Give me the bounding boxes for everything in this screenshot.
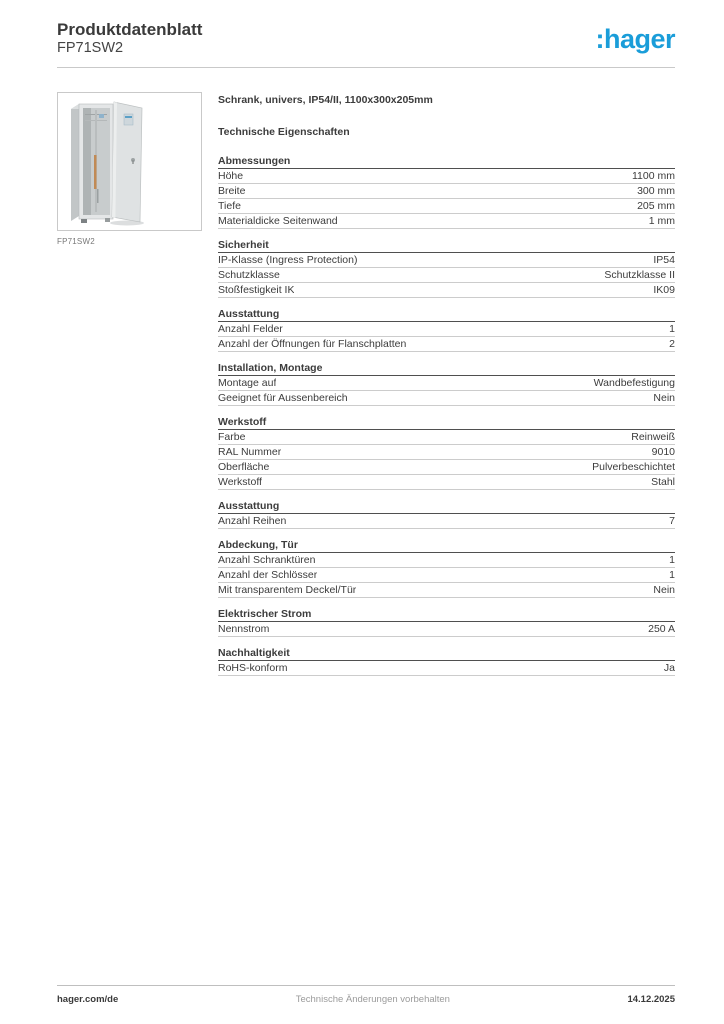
spec-row: [218, 661, 675, 676]
spec-row: [218, 583, 675, 598]
spec-section-title: Nachhaltigkeit: [218, 646, 675, 661]
product-image-column: [57, 92, 202, 676]
spec-label: Breite: [218, 185, 246, 197]
spec-section-title: Abdeckung, Tür: [218, 538, 675, 553]
footer-disclaimer: Technische Änderungen vorbehalten: [295, 994, 450, 1005]
spec-label: Geeignet für Aussenbereich: [218, 392, 348, 404]
spec-value: 1100 mm: [632, 170, 675, 182]
footer-divider: [57, 985, 675, 986]
spec-label: Anzahl Felder: [218, 323, 283, 335]
spec-row: [218, 553, 675, 568]
spec-value: 1: [669, 569, 675, 581]
spec-section-title: Installation, Montage: [218, 361, 675, 376]
product-image: [57, 92, 202, 231]
spec-section-title: Elektrischer Strom: [218, 607, 675, 622]
content-area: [0, 68, 724, 676]
spec-label: Nennstrom: [218, 623, 270, 635]
spec-row: [218, 184, 675, 199]
spec-value: 7: [669, 515, 675, 527]
spec-row: [218, 214, 675, 229]
spec-column: [218, 92, 675, 676]
spec-label: IP-Klasse (Ingress Protection): [218, 254, 358, 266]
document-title: Produktdatenblatt: [57, 20, 203, 39]
spec-section-title: Ausstattung: [218, 499, 675, 514]
spec-value: Schutzklasse II: [604, 269, 675, 281]
spec-value: Reinweiß: [631, 431, 675, 443]
spec-label: RAL Nummer: [218, 446, 282, 458]
spec-label: Oberfläche: [218, 461, 270, 473]
spec-label: Höhe: [218, 170, 244, 182]
spec-section: [218, 538, 675, 598]
spec-row: [218, 514, 675, 529]
spec-label: Anzahl Schranktüren: [218, 554, 316, 566]
spec-section: [218, 238, 675, 298]
spec-section-rows: [218, 376, 675, 406]
spec-label: Anzahl der Schlösser: [218, 569, 318, 581]
spec-section: [218, 499, 675, 529]
product-image-caption: FP71SW2: [57, 237, 95, 246]
spec-section: [218, 415, 675, 490]
spec-label: Anzahl Reihen: [218, 515, 287, 527]
spec-section-rows: [218, 622, 675, 637]
spec-section-title: Abmessungen: [218, 154, 675, 169]
spec-section-title: Werkstoff: [218, 415, 675, 430]
spec-row: [218, 199, 675, 214]
spec-value: IK09: [653, 284, 675, 296]
spec-label: Farbe: [218, 431, 246, 443]
spec-section-title: Ausstattung: [218, 307, 675, 322]
page-footer: [57, 985, 675, 1005]
spec-value: Stahl: [651, 476, 675, 488]
spec-row: [218, 475, 675, 490]
spec-row: [218, 376, 675, 391]
spec-value: 1: [669, 323, 675, 335]
spec-row: [218, 445, 675, 460]
spec-section: [218, 361, 675, 406]
spec-value: Nein: [653, 392, 675, 404]
spec-value: 1 mm: [648, 215, 675, 227]
spec-label: Mit transparentem Deckel/Tür: [218, 584, 357, 596]
spec-section-rows: [218, 322, 675, 352]
spec-section-rows: [218, 430, 675, 490]
spec-value: Nein: [653, 584, 675, 596]
spec-label: Schutzklasse: [218, 269, 280, 281]
spec-section-rows: [218, 661, 675, 676]
spec-row: [218, 622, 675, 637]
spec-value: 1: [669, 554, 675, 566]
spec-row: [218, 337, 675, 352]
spec-value: Wandbefestigung: [593, 377, 675, 389]
product-reference: FP71SW2: [57, 40, 124, 56]
spec-row: [218, 283, 675, 298]
spec-section-rows: [218, 553, 675, 598]
spec-label: Materialdicke Seitenwand: [218, 215, 338, 227]
spec-section: [218, 646, 675, 676]
spec-row: [218, 430, 675, 445]
spec-value: 2: [669, 338, 675, 350]
spec-row: [218, 268, 675, 283]
spec-value: 205 mm: [637, 200, 675, 212]
spec-row: [218, 322, 675, 337]
spec-row: [218, 568, 675, 583]
spec-section-rows: [218, 514, 675, 529]
spec-label: Anzahl der Öffnungen für Flanschplatten: [218, 338, 407, 350]
spec-section: [218, 154, 675, 229]
spec-value: 250 A: [648, 623, 675, 635]
footer-website-link[interactable]: hager.com/de: [57, 994, 119, 1005]
spec-label: Tiefe: [218, 200, 241, 212]
cabinet-illustration: [58, 93, 201, 230]
header-title-block: [57, 20, 202, 57]
spec-value: Ja: [663, 662, 675, 674]
spec-section-rows: [218, 169, 675, 229]
spec-value: Pulverbeschichtet: [592, 461, 675, 473]
page-header: [0, 0, 724, 57]
tech-properties-heading: Technische Eigenschaften: [218, 126, 350, 138]
spec-label: Werkstoff: [218, 476, 262, 488]
spec-label: Stoßfestigkeit IK: [218, 284, 295, 296]
spec-section-rows: [218, 253, 675, 298]
product-title: Schrank, univers, IP54/II, 1100x300x205mm: [218, 94, 433, 106]
spec-row: [218, 169, 675, 184]
spec-value: 300 mm: [637, 185, 675, 197]
hager-logo: :hager: [595, 24, 675, 54]
spec-section-title: Sicherheit: [218, 238, 675, 253]
spec-value: 9010: [651, 446, 675, 458]
spec-row: [218, 460, 675, 475]
spec-label: RoHS-konform: [218, 662, 288, 674]
spec-section: [218, 607, 675, 637]
spec-section: [218, 307, 675, 352]
spec-label: Montage auf: [218, 377, 277, 389]
spec-sections: [218, 154, 675, 676]
spec-row: [218, 253, 675, 268]
footer-date: 14.12.2025: [627, 994, 675, 1005]
footer-row: [57, 994, 675, 1005]
spec-value: IP54: [653, 254, 675, 266]
spec-row: [218, 391, 675, 406]
